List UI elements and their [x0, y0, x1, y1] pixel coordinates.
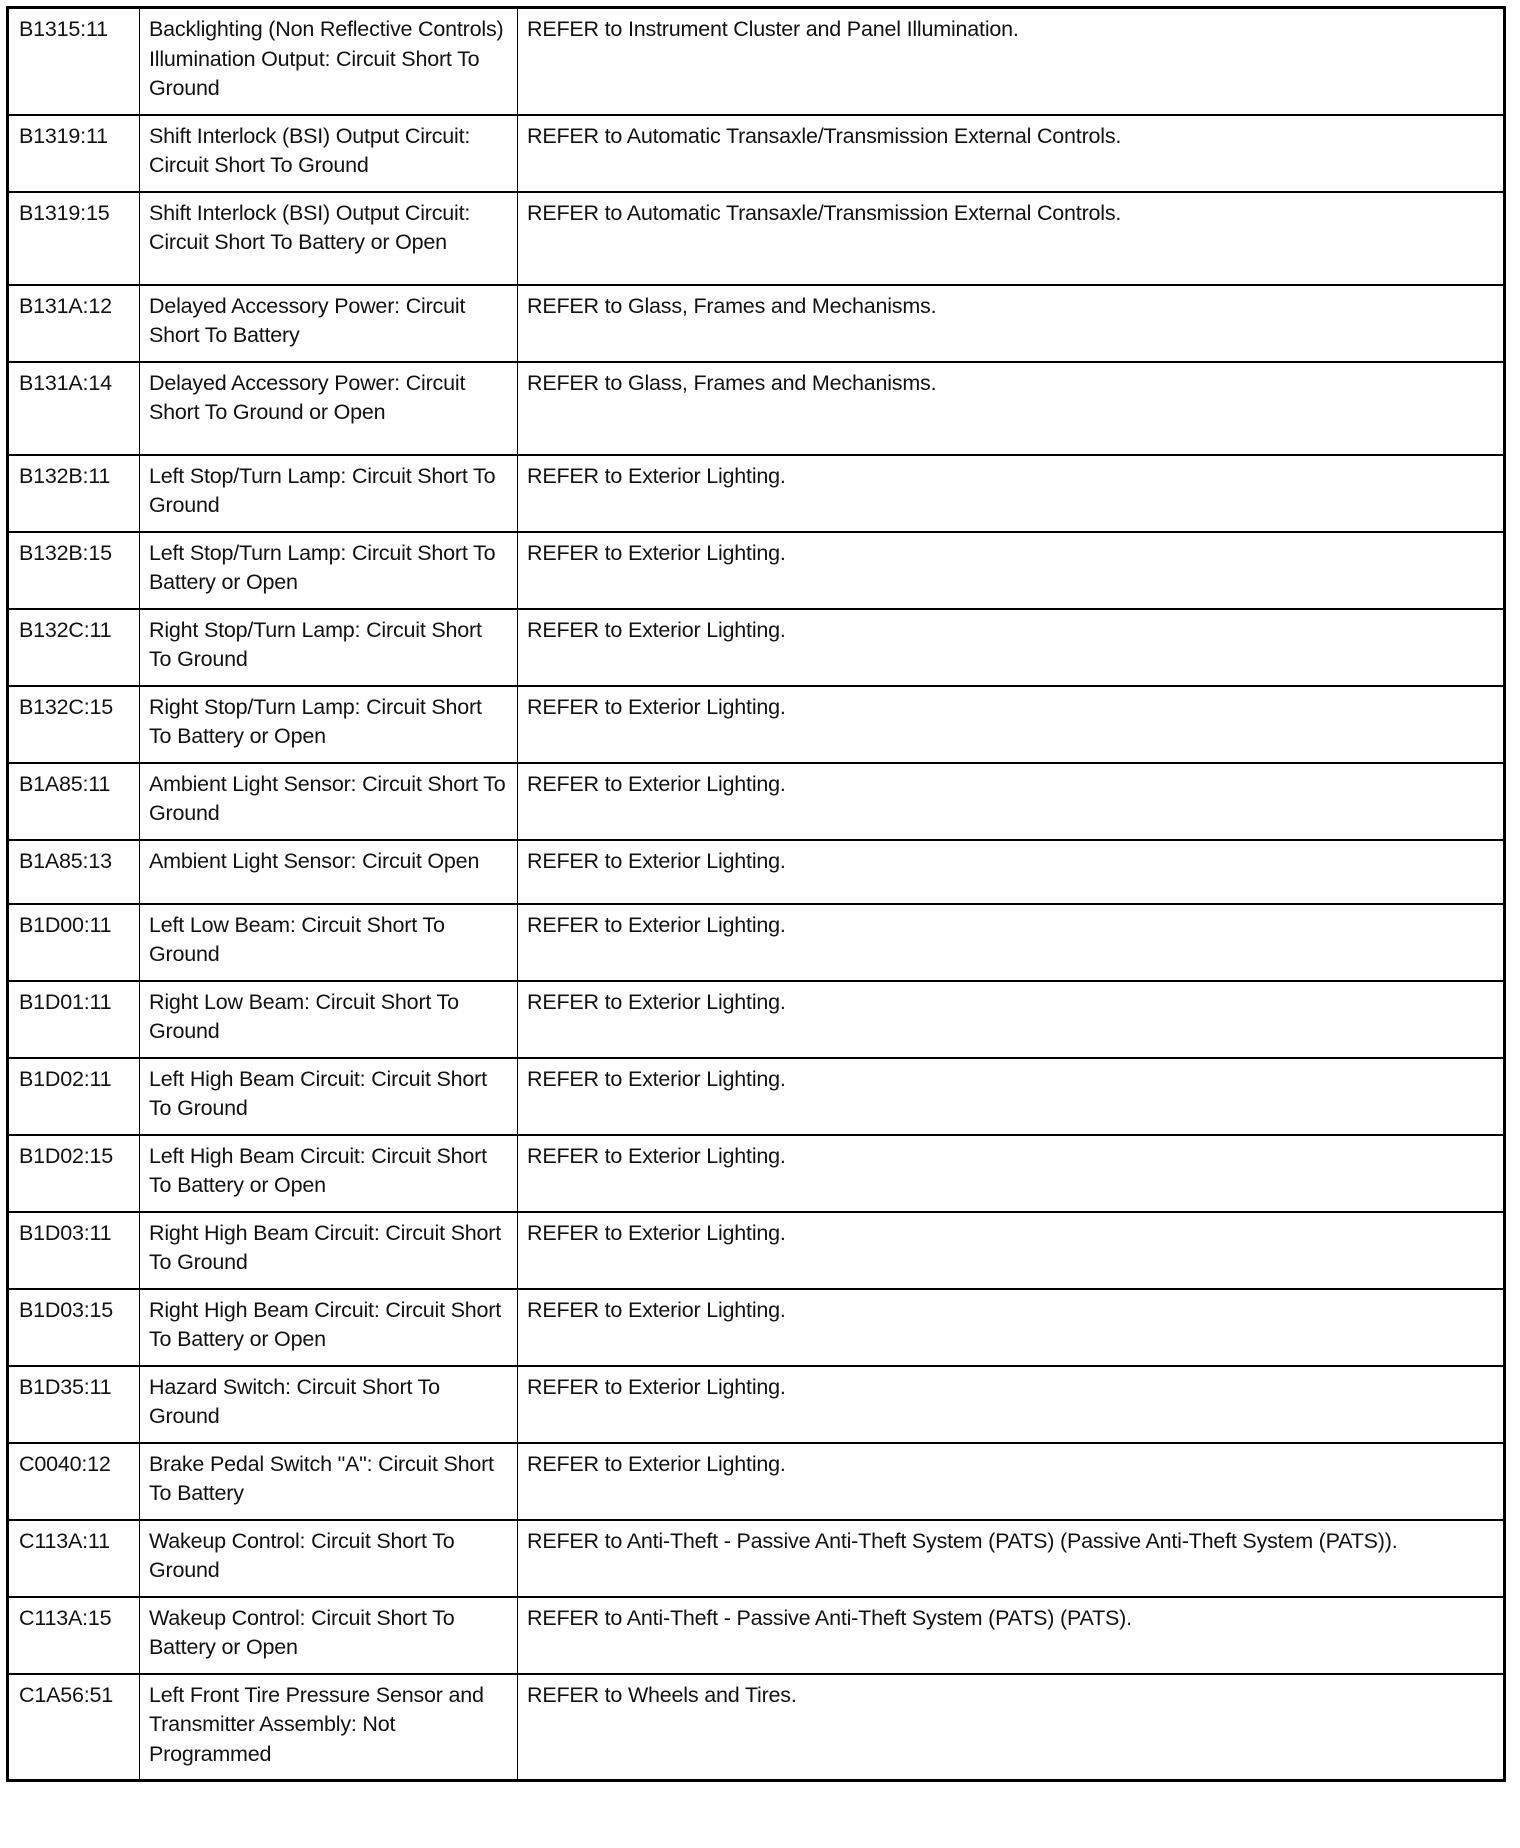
dtc-code-cell: B1319:11: [8, 115, 140, 192]
action-cell: REFER to Exterior Lighting.: [518, 1212, 1505, 1289]
table-row: [8, 1212, 1505, 1289]
dtc-code-cell: C1A56:51: [8, 1674, 140, 1781]
dtc-description-cell: Delayed Accessory Power: Circuit Short To Battery: [140, 285, 518, 362]
dtc-description-cell: Shift Interlock (BSI) Output Circuit: Circuit Short To Battery or Open: [140, 192, 518, 285]
action-cell: REFER to Exterior Lighting.: [518, 455, 1505, 532]
dtc-code-cell: B1A85:13: [8, 840, 140, 904]
dtc-description-cell: Wakeup Control: Circuit Short To Ground: [140, 1520, 518, 1597]
dtc-description-cell: Right Stop/Turn Lamp: Circuit Short To Ground: [140, 609, 518, 686]
dtc-description-cell: Wakeup Control: Circuit Short To Battery or Open: [140, 1597, 518, 1674]
dtc-code-cell: B1D01:11: [8, 981, 140, 1058]
table-row: [8, 840, 1505, 904]
action-cell: REFER to Wheels and Tires.: [518, 1674, 1505, 1781]
dtc-description-cell: Right Low Beam: Circuit Short To Ground: [140, 981, 518, 1058]
dtc-description-cell: Backlighting (Non Reflective Controls) Illumination Output: Circuit Short To Ground: [140, 8, 518, 115]
table-row: [8, 192, 1505, 285]
table-row: [8, 455, 1505, 532]
dtc-description-cell: Left Stop/Turn Lamp: Circuit Short To Battery or Open: [140, 532, 518, 609]
table-row: [8, 904, 1505, 981]
action-cell: REFER to Exterior Lighting.: [518, 763, 1505, 840]
dtc-description-cell: Ambient Light Sensor: Circuit Short To Ground: [140, 763, 518, 840]
dtc-code-cell: B1315:11: [8, 8, 140, 115]
dtc-description-cell: Hazard Switch: Circuit Short To Ground: [140, 1366, 518, 1443]
dtc-description-cell: Brake Pedal Switch "A": Circuit Short To Battery: [140, 1443, 518, 1520]
dtc-code-cell: B132C:11: [8, 609, 140, 686]
action-cell: REFER to Anti-Theft - Passive Anti-Theft System (PATS) (Passive Anti-Theft System (PATS)).: [518, 1520, 1505, 1597]
table-row: [8, 8, 1505, 115]
table-row: [8, 115, 1505, 192]
table-row: [8, 1366, 1505, 1443]
action-cell: REFER to Glass, Frames and Mechanisms.: [518, 285, 1505, 362]
action-cell: REFER to Glass, Frames and Mechanisms.: [518, 362, 1505, 455]
table-row: [8, 609, 1505, 686]
action-cell: REFER to Automatic Transaxle/Transmission External Controls.: [518, 115, 1505, 192]
dtc-code-cell: B1D35:11: [8, 1366, 140, 1443]
table-row: [8, 981, 1505, 1058]
table-row: [8, 686, 1505, 763]
dtc-table-body: [8, 8, 1505, 1781]
table-row: [8, 1520, 1505, 1597]
action-cell: REFER to Exterior Lighting.: [518, 1443, 1505, 1520]
dtc-code-cell: C0040:12: [8, 1443, 140, 1520]
dtc-code-cell: B1D03:15: [8, 1289, 140, 1366]
dtc-description-cell: Left Front Tire Pressure Sensor and Transmitter Assembly: Not Programmed: [140, 1674, 518, 1781]
action-cell: REFER to Exterior Lighting.: [518, 1135, 1505, 1212]
dtc-code-cell: B132B:15: [8, 532, 140, 609]
action-cell: REFER to Exterior Lighting.: [518, 840, 1505, 904]
action-cell: REFER to Exterior Lighting.: [518, 1289, 1505, 1366]
table-row: [8, 1135, 1505, 1212]
dtc-code-cell: B1D02:11: [8, 1058, 140, 1135]
table-row: [8, 1058, 1505, 1135]
table-row: [8, 532, 1505, 609]
dtc-code-cell: C113A:11: [8, 1520, 140, 1597]
table-row: [8, 1597, 1505, 1674]
action-cell: REFER to Exterior Lighting.: [518, 1058, 1505, 1135]
dtc-code-cell: B1D02:15: [8, 1135, 140, 1212]
dtc-description-cell: Ambient Light Sensor: Circuit Open: [140, 840, 518, 904]
action-cell: REFER to Exterior Lighting.: [518, 609, 1505, 686]
action-cell: REFER to Exterior Lighting.: [518, 904, 1505, 981]
table-row: [8, 763, 1505, 840]
dtc-description-cell: Left High Beam Circuit: Circuit Short To Battery or Open: [140, 1135, 518, 1212]
action-cell: REFER to Instrument Cluster and Panel Illumination.: [518, 8, 1505, 115]
dtc-code-cell: B131A:14: [8, 362, 140, 455]
dtc-description-cell: Shift Interlock (BSI) Output Circuit: Circuit Short To Ground: [140, 115, 518, 192]
dtc-code-cell: B1A85:11: [8, 763, 140, 840]
action-cell: REFER to Exterior Lighting.: [518, 686, 1505, 763]
dtc-description-cell: Left Stop/Turn Lamp: Circuit Short To Ground: [140, 455, 518, 532]
action-cell: REFER to Exterior Lighting.: [518, 1366, 1505, 1443]
dtc-code-cell: B131A:12: [8, 285, 140, 362]
table-row: [8, 1674, 1505, 1781]
dtc-description-cell: Left High Beam Circuit: Circuit Short To Ground: [140, 1058, 518, 1135]
dtc-description-cell: Right Stop/Turn Lamp: Circuit Short To Battery or Open: [140, 686, 518, 763]
dtc-table: [6, 6, 1506, 1782]
action-cell: REFER to Automatic Transaxle/Transmission External Controls.: [518, 192, 1505, 285]
dtc-description-cell: Right High Beam Circuit: Circuit Short To Battery or Open: [140, 1289, 518, 1366]
dtc-code-cell: B1319:15: [8, 192, 140, 285]
dtc-description-cell: Left Low Beam: Circuit Short To Ground: [140, 904, 518, 981]
table-row: [8, 362, 1505, 455]
dtc-code-cell: B1D00:11: [8, 904, 140, 981]
action-cell: REFER to Exterior Lighting.: [518, 532, 1505, 609]
dtc-description-cell: Delayed Accessory Power: Circuit Short To Ground or Open: [140, 362, 518, 455]
dtc-description-cell: Right High Beam Circuit: Circuit Short To Ground: [140, 1212, 518, 1289]
dtc-code-cell: B132B:11: [8, 455, 140, 532]
table-row: [8, 1289, 1505, 1366]
dtc-code-cell: B132C:15: [8, 686, 140, 763]
dtc-code-cell: C113A:15: [8, 1597, 140, 1674]
action-cell: REFER to Anti-Theft - Passive Anti-Theft System (PATS) (PATS).: [518, 1597, 1505, 1674]
dtc-code-cell: B1D03:11: [8, 1212, 140, 1289]
action-cell: REFER to Exterior Lighting.: [518, 981, 1505, 1058]
table-row: [8, 285, 1505, 362]
table-row: [8, 1443, 1505, 1520]
